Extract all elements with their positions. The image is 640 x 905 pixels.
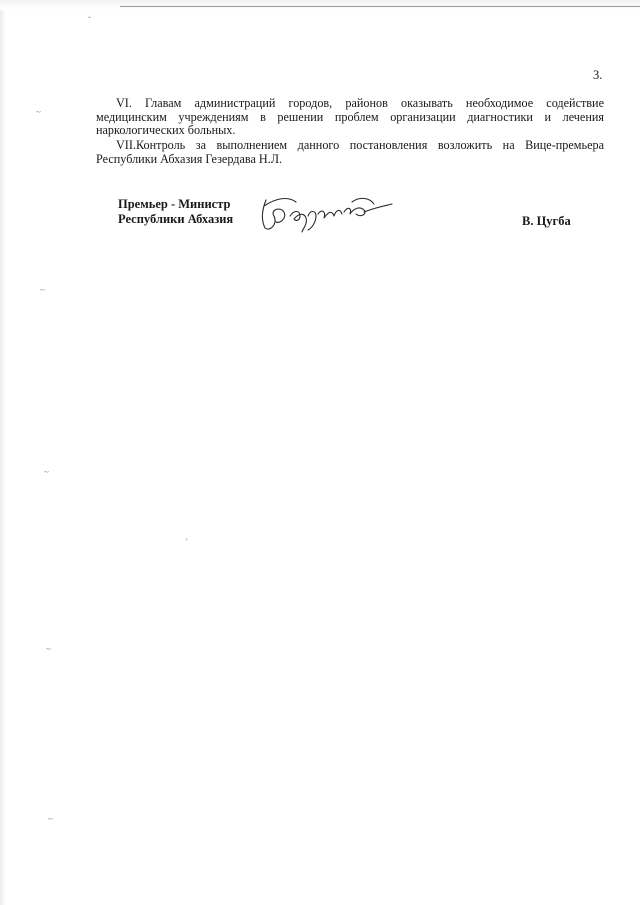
scan-speck: ~ (40, 285, 45, 295)
scan-edge-left (0, 0, 6, 905)
scan-speck: ~ (44, 467, 49, 477)
scan-speck: ˇ (88, 15, 91, 25)
paragraph-vii: VII.Контроль за выполнением данного постановления возложить на Вице-премьера Республики Абхазия Гезердава Н.Л. (96, 138, 604, 166)
scan-edge-top (0, 0, 640, 10)
scan-speck: ~ (46, 644, 51, 654)
paragraph-vi: VI. Главам администраций городов, районов оказывать необходимое содействие медицинским учреждениям в решении проблем организации диагностики и лечения наркологических больных. (96, 96, 604, 138)
signatory-title-line-2: Республики Абхазия (118, 211, 234, 226)
scan-speck: ' (186, 537, 188, 547)
scan-speck: ~ (36, 107, 41, 117)
signer-name: В. Цугба (522, 214, 571, 228)
handwritten-signature (256, 188, 396, 234)
signatory-title-line-1: Премьер - Министр (118, 197, 231, 211)
page-number: 3. (593, 68, 603, 82)
scan-speck: ~ (48, 814, 53, 824)
scan-edge-line (120, 6, 640, 7)
signatory-title (118, 197, 233, 226)
